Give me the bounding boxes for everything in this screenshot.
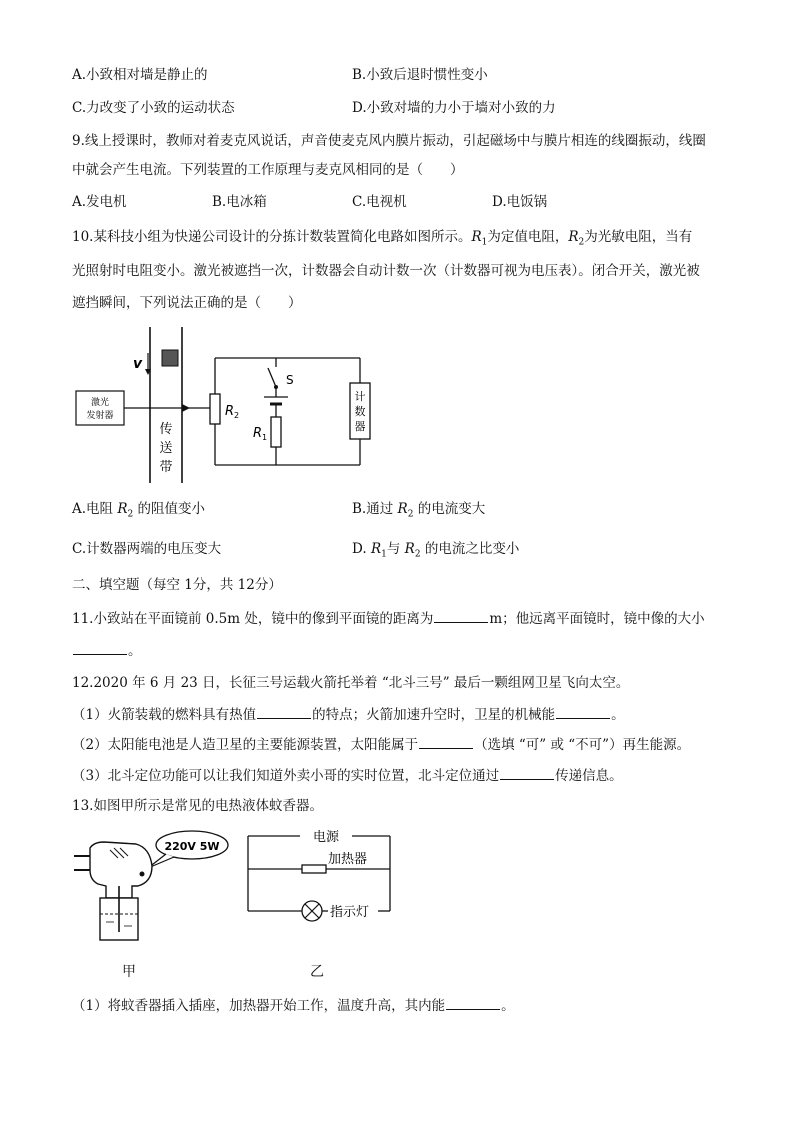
r1-resistor: [271, 417, 281, 447]
velocity-label: v: [133, 356, 143, 372]
section-title-fill-blank: 二、填空题（每空 1分，共 12分）: [72, 577, 282, 593]
q12-part2: （2）太阳能电池是人造卫星的主要能源装置，太阳能属于 （选填 “可” 或 “不可”）再生能源。: [72, 734, 690, 755]
svg-text:数: 数: [354, 405, 366, 418]
q12-blank-1[interactable]: [257, 704, 311, 719]
svg-text:1: 1: [262, 433, 268, 442]
heater-resistor: [302, 865, 326, 873]
q8-option-b: B.小致后退时惯性变小: [352, 67, 488, 83]
figure-caption-jia: 甲: [122, 964, 136, 980]
belt-char-3: 带: [159, 460, 173, 475]
svg-text:器: 器: [354, 420, 366, 433]
q11-line1: 11.小致站在平面镜前 0.5m 处，镜中的像到平面镜的距离为 m；他远离平面镜时，镜中像的大小: [72, 608, 705, 629]
q12-stem: 12.2020 年 6 月 23 日，长征三号运载火箭托举着 “北斗三号” 最后一颗组网卫星飞向太空。: [72, 675, 630, 691]
heater-body: [90, 842, 152, 898]
belt-char-1: 传: [159, 422, 173, 437]
q10-stem-line2: 光照射时电阻变小。激光被遮挡一次，计数器会自动计数一次（计数器可视为电压表）。闭合开关，激光被: [72, 263, 700, 279]
q13-blank-1[interactable]: [446, 995, 500, 1010]
svg-text:发射器: 发射器: [86, 411, 114, 421]
indicator-dot: [140, 872, 145, 877]
svg-text:220V 5W: 220V 5W: [164, 840, 220, 853]
q12-part3: （3）北斗定位功能可以让我们知道外卖小哥的实时位置，北斗定位通过 传递信息。: [72, 765, 623, 786]
q13-figure-jia: [70, 826, 240, 946]
q9-option-a: A.发电机: [72, 194, 127, 210]
svg-text:2: 2: [234, 411, 240, 420]
q10-stem-line1: 10.某科技小组为快递公司设计的分拣计数装置简化电路如图所示。$R_1$为定值电阻，$R_2$为光敏电阻，当有: [72, 229, 693, 248]
svg-text:R: R: [225, 404, 235, 419]
q12-part1: （1）火箭装载的燃料具有热值 的特点；火箭加速升空时，卫星的机械能 。: [72, 704, 625, 725]
q10-circuit-figure: [70, 325, 380, 485]
q9-stem-line2: 中就会产生电流。下列装置的工作原理与麦克风相同的是（ ）: [72, 162, 464, 178]
switch-label: S: [286, 373, 294, 387]
q8-option-d: D.小致对墙的力小于墙对小致的力: [352, 100, 556, 116]
q9-option-d: D.电饭锅: [492, 194, 548, 210]
belt-char-2: 送: [159, 441, 173, 456]
q9-stem-line1: 9.线上授课时，教师对着麦克风说话，声音使麦克风内膜片振动，引起磁场中与膜片相连的线圈振动，线圈: [72, 133, 706, 149]
q11-blank-2[interactable]: [73, 640, 127, 655]
svg-text:R: R: [253, 426, 263, 441]
q9-option-c: C.电视机: [352, 194, 407, 210]
r2-resistor: [210, 394, 220, 424]
figure-caption-yi: 乙: [310, 964, 324, 980]
q12-blank-2[interactable]: [556, 704, 610, 719]
package-block: [162, 350, 178, 366]
q13-stem: 13.如图甲所示是常见的电热液体蚊香器。: [72, 798, 323, 814]
q10-option-d: D. $R_1$与 $R_2$ 的电流之比变小: [352, 541, 520, 560]
q8-option-a: A.小致相对墙是静止的: [72, 67, 208, 83]
q12-blank-4[interactable]: [500, 765, 554, 780]
q10-option-c: C.计数器两端的电压变大: [72, 541, 222, 557]
q10-option-a: A.电阻 $R_2$ 的阻值变小: [72, 501, 206, 520]
q13-figure-yi: [240, 826, 420, 926]
lamp-label: 指示灯: [330, 905, 370, 920]
svg-text:计: 计: [354, 390, 366, 403]
q10-stem-line3: 遮挡瞬间，下列说法正确的是（ ）: [72, 295, 302, 311]
q13-part1: （1）将蚊香器插入插座，加热器开始工作，温度升高，其内能 。: [72, 995, 515, 1016]
q8-option-c: C.力改变了小致的运动状态: [72, 100, 235, 116]
svg-text:激光: 激光: [90, 398, 110, 408]
q11-blank-1[interactable]: [434, 608, 488, 623]
power-source-label: 电源: [312, 830, 340, 845]
q9-option-b: B.电冰箱: [212, 194, 267, 210]
q12-blank-3[interactable]: [419, 734, 473, 749]
q11-line2: 。: [72, 640, 142, 661]
heater-label: 加热器: [328, 852, 368, 867]
q10-option-b: B.通过 $R_2$ 的电流变大: [352, 501, 486, 520]
